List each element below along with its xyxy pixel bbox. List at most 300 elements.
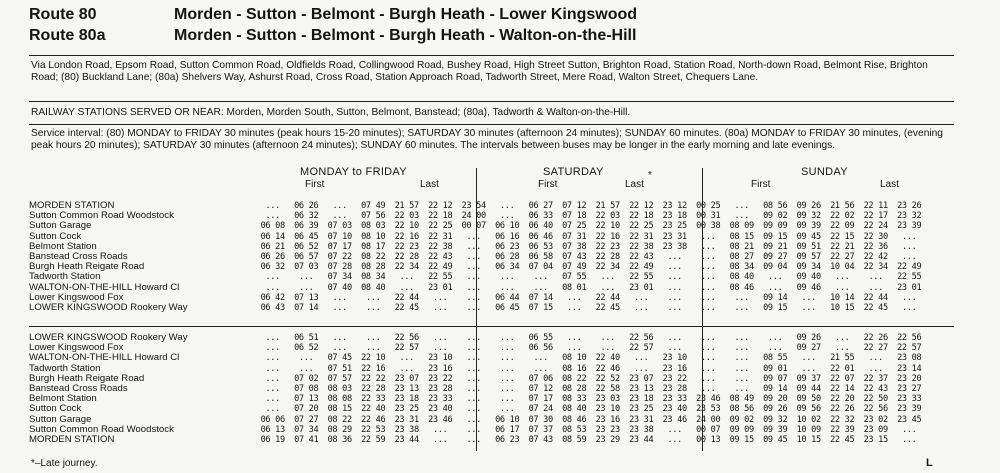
departure-time: ... [265,343,281,354]
route-number: Route 80 [29,5,97,23]
departure-time: 22 55 [629,272,654,283]
departure-time: ... [499,282,515,293]
departure-time: ... [700,292,716,303]
inbound-timetable [29,333,926,445]
departure-time: 22 26 [830,404,855,415]
departure-time: 23 25 [394,404,419,415]
departure-time: 22 52 [595,373,620,384]
departure-time: 23 12 [662,201,687,211]
departure-time: 08 34 [729,262,754,273]
departure-time: 23 22 [662,373,687,384]
divider [29,101,954,102]
departure-time: 22 02 [830,211,855,222]
departure-time: ... [834,343,850,354]
departure-time: 08 40 [562,404,587,415]
departure-time: ... [265,333,281,343]
departure-time: ... [834,282,850,293]
departure-time: ... [700,363,716,374]
departure-time: ... [767,272,783,283]
timetable-row [29,252,926,262]
departure-time: 23 20 [897,373,922,384]
departure-time: 06 28 [495,252,520,263]
departure-time: ... [901,231,917,242]
timetable-row [29,242,926,252]
route-80a-line [29,25,979,46]
departure-time: ... [667,435,683,446]
departure-time: 09 14 [763,292,788,303]
departure-time: 23 45 [897,414,922,425]
departure-time: 09 57 [796,252,821,263]
departure-time: 08 22 [327,414,352,425]
stop-name: Sutton Common Road Woodstock [29,210,174,222]
departure-time: ... [734,211,750,222]
stop-name: Belmont Station [29,393,97,405]
departure-time: 23 02 [863,414,888,425]
departure-time: 09 09 [763,221,788,232]
departure-time: 22 38 [629,241,654,252]
departure-time: ... [700,231,716,242]
departure-time: 07 55 [562,272,587,283]
departure-time: 23 31 [662,231,687,242]
divider [29,124,954,125]
stop-name: LOWER KINGSWOOD Rookery Way [29,332,188,343]
departure-time: ... [332,292,348,303]
departure-time: ... [734,292,750,303]
departure-time: 22 56 [897,333,922,343]
departure-time: 22 23 [394,241,419,252]
departure-time: 09 50 [796,394,821,405]
departure-time: 22 44 [863,292,888,303]
departure-time: 22 49 [897,262,922,273]
departure-time: 23 33 [428,394,453,405]
departure-time: 09 20 [763,394,788,405]
departure-time: 07 20 [294,404,319,415]
departure-time: ... [298,272,314,283]
departure-time: 23 25 [629,404,654,415]
departure-time: 09 15 [763,231,788,242]
departure-time: 23 14 [897,363,922,374]
departure-time: 22 22 [361,373,386,384]
departure-time: 22 45 [595,303,620,314]
departure-time: 22 16 [394,231,419,242]
departure-time: ... [466,404,482,415]
weekday-header: MONDAY to FRIDAY [300,166,407,178]
route-number: Route 80a [29,26,106,44]
departure-time: 06 33 [528,211,553,222]
departure-time: 00 38 [696,221,721,232]
departure-time: ... [700,353,716,364]
departure-time: 06 56 [528,343,553,354]
departure-time: 06 27 [528,201,553,211]
timetable-row [29,262,926,272]
departure-time: 09 27 [796,343,821,354]
departure-time: 22 12 [428,201,453,211]
departure-time: ... [432,343,448,354]
departure-time: ... [667,252,683,263]
departure-time: 22 10 [361,353,386,364]
departure-time: 07 49 [562,262,587,273]
departure-time: 09 34 [796,262,821,273]
departure-time: 22 45 [394,303,419,314]
via-text: Via London Road, Epsom Road, Sutton Common Road, Oldfields Road, Collingwood Road, Bushey Road, High Street Sutton, Brighton Road, Station Road, North-down Road, Belmont Rise, Brighton Road; (80) Buckland Lane; (80a) Shelvers Way, Ashurst Road, Cross Road, Station Approach Road, Tadworth Street, Mere Road, Walton Street, Chequers Lane. [31,60,928,83]
departure-time: ... [901,252,917,263]
departure-time: ... [499,333,515,343]
departure-time: 09 44 [796,384,821,395]
footnote: *–Late journey. [31,458,98,469]
timetable-row [29,404,926,414]
saturday-first-label: First [538,179,558,190]
departure-time: 22 37 [863,373,888,384]
departure-time: 09 27 [763,252,788,263]
departure-time: 07 22 [327,252,352,263]
departure-time: 23 28 [428,384,453,395]
departure-time: 23 07 [629,373,654,384]
departure-time: ... [466,282,482,293]
departure-time: 22 57 [629,343,654,354]
departure-time: ... [298,363,314,374]
departure-time: 21 57 [394,201,419,211]
departure-time: 07 08 [294,384,319,395]
departure-time: ... [700,343,716,354]
departure-time: ... [834,272,850,283]
departure-time: 07 17 [327,241,352,252]
departure-time: 22 01 [830,363,855,374]
departure-time: ... [667,333,683,343]
departure-time: 07 13 [294,292,319,303]
timetable-row [29,374,926,384]
departure-time: 06 14 [260,231,285,242]
departure-time: ... [265,384,281,395]
sunday-header: SUNDAY [801,166,848,178]
departure-time: ... [700,262,716,273]
departure-time: ... [600,282,616,293]
departure-time: ... [667,303,683,314]
departure-time: ... [667,343,683,354]
departure-time: 22 24 [863,221,888,232]
departure-time: 09 56 [796,404,821,415]
departure-time: 09 01 [763,363,788,374]
departure-time: ... [332,211,348,222]
departure-time: 23 25 [662,221,687,232]
route-80-line [29,4,979,25]
departure-time: 22 18 [428,211,453,222]
departure-time: 22 43 [629,252,654,263]
departure-time: 07 34 [294,424,319,435]
departure-time: 07 40 [327,282,352,293]
departure-time: ... [600,333,616,343]
departure-time: ... [767,343,783,354]
departure-time: 22 17 [863,211,888,222]
departure-time: ... [265,282,281,293]
departure-time: ... [901,241,917,252]
departure-time: 08 40 [361,282,386,293]
departure-time: 23 07 [394,373,419,384]
departure-time: 22 57 [897,343,922,354]
departure-time: 09 40 [796,272,821,283]
departure-time: 21 57 [595,201,620,211]
departure-time: 07 04 [528,262,553,273]
departure-time: 07 12 [562,201,587,211]
stop-name: MORDEN STATION [29,200,115,211]
departure-time: ... [265,404,281,415]
departure-time: 09 37 [796,373,821,384]
departure-time: 06 08 [260,221,285,232]
departure-time: 08 15 [729,231,754,242]
departure-time: 07 03 [294,262,319,273]
departure-time: ... [298,282,314,293]
departure-time: 22 10 [394,221,419,232]
departure-time: ... [332,201,348,211]
departure-time: 23 01 [428,282,453,293]
departure-time: 08 56 [763,201,788,211]
departure-time: ... [466,333,482,343]
departure-time: 00 25 [696,201,721,211]
stop-name: Tadworth Station [29,362,101,374]
departure-time: 07 43 [528,435,553,446]
departure-time: 06 32 [260,262,285,273]
departure-time: 22 59 [361,435,386,446]
weekday-last-label: Last [420,179,439,190]
departure-time: 06 58 [528,252,553,263]
departure-time: 10 02 [796,414,821,425]
stop-name: Sutton Cock [29,230,82,242]
departure-time: ... [399,363,415,374]
outbound-timetable [29,201,926,313]
departure-time: 09 21 [763,241,788,252]
departure-time: 23 38 [662,241,687,252]
departure-time: 23 46 [662,414,687,425]
departure-time: 22 56 [629,333,654,343]
departure-time: 22 34 [394,262,419,273]
departure-time: 08 36 [327,435,352,446]
departure-time: ... [533,353,549,364]
departure-time: 07 43 [562,252,587,263]
departure-time: ... [868,353,884,364]
stop-name: Lower Kingswood Fox [29,291,124,303]
timetable-row [29,425,926,435]
departure-time: ... [700,303,716,314]
departure-time: ... [499,384,515,395]
departure-time: 23 53 [696,404,721,415]
departure-time: 10 14 [830,292,855,303]
departure-time: 23 31 [629,414,654,425]
stop-name: Sutton Garage [29,413,92,425]
departure-time: 22 46 [361,414,386,425]
departure-time: ... [566,343,582,354]
departure-time: ... [700,252,716,263]
stop-name: Sutton Garage [29,220,92,232]
departure-time: ... [700,384,716,395]
departure-time: 06 46 [528,231,553,242]
departure-time: 23 18 [394,394,419,405]
departure-time: ... [265,353,281,364]
sunday-first-label: First [751,179,771,190]
departure-time: 22 28 [361,384,386,395]
departure-time: 23 40 [662,404,687,415]
route-name: Morden - Sutton - Belmont - Burgh Heath - Walton-on-the-Hill [174,26,637,44]
departure-time: ... [466,292,482,303]
saturday-last-label: Last [625,179,644,190]
departure-time: ... [566,292,582,303]
departure-time: 10 04 [830,262,855,273]
departure-time: 07 12 [528,384,553,395]
departure-time: 07 31 [562,231,587,242]
departure-time: ... [499,363,515,374]
departure-time: 22 56 [394,333,419,343]
departure-time: ... [700,333,716,343]
departure-time: ... [365,303,381,314]
departure-time: 06 55 [528,333,553,343]
timetable-row [29,333,926,343]
departure-time: 08 40 [729,272,754,283]
departure-time: 06 42 [260,292,285,303]
departure-time: 22 45 [863,303,888,314]
departure-time: 22 39 [830,424,855,435]
departure-time: 08 55 [763,353,788,364]
departure-time: ... [667,282,683,293]
departure-time: 08 59 [562,435,587,446]
departure-time: ... [834,333,850,343]
departure-time: 07 13 [294,394,319,405]
departure-time: 23 01 [629,282,654,293]
departure-time: ... [466,262,482,273]
departure-time: ... [801,292,817,303]
departure-time: 22 34 [595,262,620,273]
stop-name: MORDEN STATION [29,434,115,446]
departure-time: 07 10 [327,231,352,242]
departure-time: ... [667,424,683,435]
departure-time: ... [466,394,482,405]
departure-time: 08 29 [327,424,352,435]
departure-time: 07 45 [327,353,352,364]
departure-time: ... [700,272,716,283]
departure-time: ... [600,343,616,354]
departure-time: 23 18 [662,211,687,222]
departure-time: ... [466,384,482,395]
departure-time: ... [466,303,482,314]
timetable-row [29,364,926,374]
departure-time: 23 44 [629,435,654,446]
departure-time: 09 07 [763,373,788,384]
departure-time: ... [365,292,381,303]
departure-time: 22 50 [863,394,888,405]
departure-time: 22 25 [428,221,453,232]
departure-time: 08 03 [361,221,386,232]
departure-time: ... [533,272,549,283]
departure-time: 22 56 [863,404,888,415]
departure-time: ... [399,353,415,364]
departure-time: ... [499,272,515,283]
departure-time: ... [332,333,348,343]
departure-time: 10 09 [796,424,821,435]
departure-time: 22 31 [428,231,453,242]
departure-time: 23 13 [629,384,654,395]
departure-time: 06 57 [294,252,319,263]
departure-time: 07 02 [294,373,319,384]
timetable-row [29,232,926,242]
departure-time: ... [332,343,348,354]
departure-time: 22 55 [428,272,453,283]
departure-time: 06 45 [495,303,520,314]
departure-time: 09 02 [763,211,788,222]
departure-time: ... [365,343,381,354]
departure-time: 08 46 [562,414,587,425]
departure-time: ... [901,292,917,303]
departure-time: ... [767,333,783,343]
departure-time: 07 34 [327,272,352,283]
departure-time: 23 33 [897,394,922,405]
departure-time: ... [499,404,515,415]
departure-time: 22 15 [830,231,855,242]
stop-name: Sutton Common Road Woodstock [29,423,174,435]
departure-time: 22 34 [863,262,888,273]
departure-time: 23 03 [595,394,620,405]
departure-time: 06 10 [495,221,520,232]
departure-time: 07 51 [327,363,352,374]
departure-time: 23 09 [863,424,888,435]
stop-name: Sutton Cock [29,403,82,415]
departure-time: 10 15 [796,435,821,446]
departure-time: 09 51 [796,241,821,252]
timetable-row [29,211,926,221]
departure-time: ... [466,414,482,425]
departure-time: 23 39 [897,404,922,415]
departure-time: 08 17 [361,241,386,252]
departure-time: ... [700,282,716,293]
departure-time: 22 28 [595,252,620,263]
departure-time: 09 32 [796,211,821,222]
departure-time: 07 56 [361,211,386,222]
departure-time: 10 15 [830,303,855,314]
departure-time: ... [432,435,448,446]
departure-time: 22 26 [863,333,888,343]
departure-time: 06 52 [294,241,319,252]
departure-time: ... [466,343,482,354]
departure-time: 23 10 [428,353,453,364]
departure-time: ... [499,394,515,405]
departure-time: 22 58 [595,384,620,395]
departure-time: ... [332,303,348,314]
departure-time: ... [700,373,716,384]
departure-time: 23 26 [897,201,922,211]
departure-time: 08 49 [729,394,754,405]
timetable-row [29,353,926,363]
departure-time: 00 07 [461,221,486,232]
departure-time: 06 32 [294,211,319,222]
stop-name: Lower Kingswood Fox [29,342,124,354]
departure-time: 23 01 [897,282,922,293]
departure-time: 09 32 [763,414,788,425]
departure-time: 08 10 [361,231,386,242]
departure-time: 23 16 [595,414,620,425]
departure-time: 23 16 [662,363,687,374]
departure-time: 22 16 [361,363,386,374]
departure-time: 06 45 [294,231,319,242]
departure-time: 07 38 [562,241,587,252]
departure-time: 22 07 [830,373,855,384]
departure-time: 22 32 [830,414,855,425]
departure-time: ... [633,353,649,364]
departure-time: 22 44 [394,292,419,303]
departure-time: ... [265,272,281,283]
departure-time: 09 26 [796,201,821,211]
departure-time: 23 13 [394,384,419,395]
departure-time: 09 02 [729,414,754,425]
departure-time: 00 07 [696,424,721,435]
departure-time: 00 13 [696,435,721,446]
departure-time: ... [667,272,683,283]
departure-time: 22 44 [595,292,620,303]
